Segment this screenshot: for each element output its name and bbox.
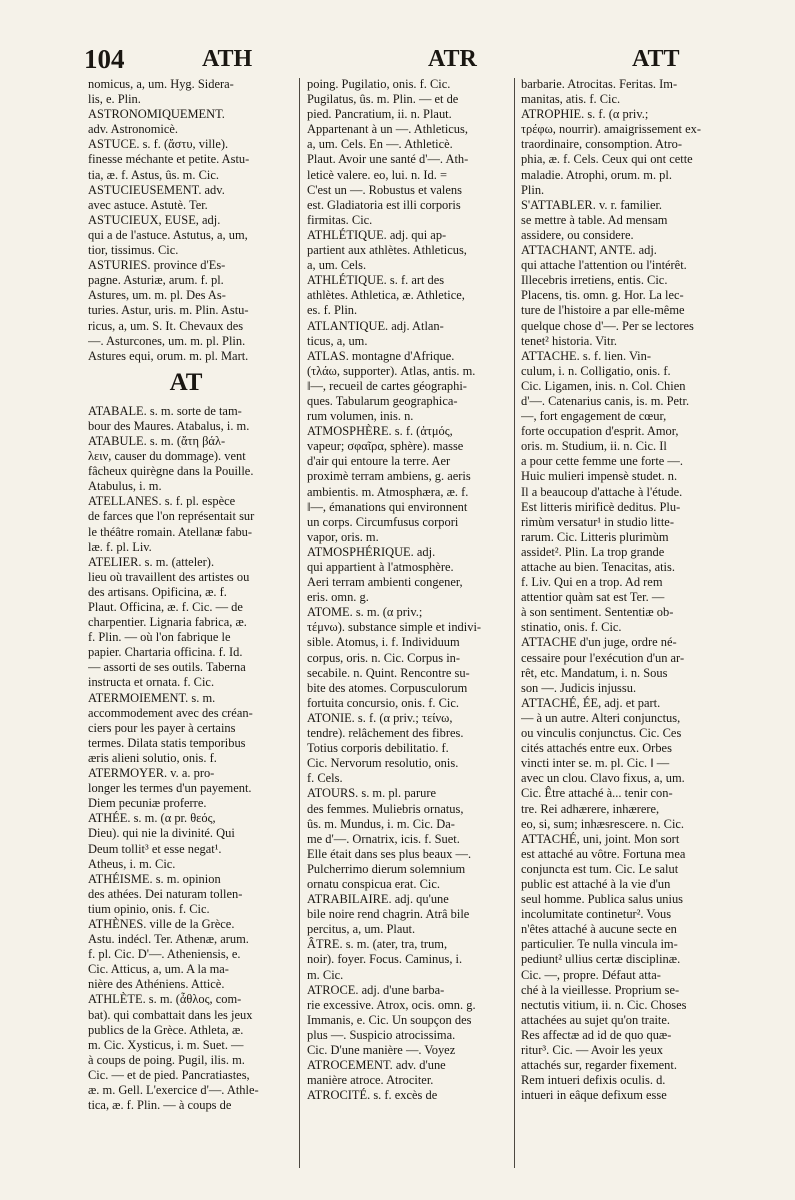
entry-line: ATROPHIE. s. f. (α priv.; — [521, 107, 649, 122]
entry-line: le théâtre romain. Atellanæ fabu- — [88, 524, 253, 539]
entry-line: m. Cic. — [307, 967, 344, 982]
entry-line: intueri in eâque defixum esse — [521, 1088, 667, 1103]
entry-line: Immanis, e. Cic. Un soupçon des — [307, 1012, 472, 1027]
entry-line: ché à la vieillesse. Proprium se- — [521, 982, 680, 997]
running-head-center: ATR — [428, 46, 477, 72]
entry-line: ‖—, émanations qui environnent — [307, 499, 468, 514]
entry-line: cessaire pour l'exécution d'un ar- — [521, 650, 685, 665]
page-number: 104 — [84, 44, 125, 74]
entry-line: ATTACHANT, ANTE. adj. — [521, 243, 657, 258]
entry-line: de farces que l'on représentait sur — [88, 509, 255, 524]
entry-line: bite des atomes. Corpusculorum — [307, 680, 468, 695]
entry-line: Pugilatus, ûs. m. Plin. — et de — [307, 92, 459, 107]
entry-line: corpus, oris. n. Cic. Corpus in- — [307, 650, 461, 665]
entry-line: ASTRONOMIQUEMENT. — [88, 107, 225, 122]
entry-line: f. Cels. — [307, 771, 343, 786]
entry-line: des athées. Dei naturam tollen- — [88, 886, 243, 901]
entry-line: ATHÈNES. ville de la Grèce. — [88, 916, 235, 931]
entry-line: tre. Rei adhærere, inhærere, — [521, 801, 660, 816]
entry-line: Cic. Ligamen, inis. n. Col. Chien — [521, 378, 686, 393]
entry-line: Deum tollit³ et esse negat¹. — [88, 841, 222, 856]
entry-line: ATERMOIEMENT. s. m. — [88, 690, 216, 705]
entry-line: ATTACHÉ, uni, joint. Mon sort — [521, 831, 680, 846]
entry-line: Appartenant à un —. Athleticus, — [307, 122, 468, 137]
entry-line: ASTUCE. s. f. (ἄστυ, ville). — [88, 137, 229, 152]
entry-line: f. Liv. Qui en a trop. Ad rem — [521, 575, 663, 590]
entry-line: Cic. Nervorum resolutio, onis. — [307, 756, 459, 771]
entry-line: Atabulus, i. m. — [88, 479, 162, 494]
entry-line: nière des Athéniens. Atticè. — [88, 977, 225, 992]
entry-line: ATTACHÉ, ÉE, adj. et part. — [521, 695, 661, 710]
entry-line: tendre). relâchement des fibres. — [307, 726, 464, 741]
entry-line: ATELIER. s. m. (atteler). — [88, 554, 215, 569]
entry-line: ASTUCIEUSEMENT. adv. — [88, 182, 225, 197]
entry-line: tia, æ. f. Astus, ûs. m. Cic. — [88, 167, 219, 182]
entry-line: tenet² historia. Vitr. — [521, 333, 618, 348]
entry-line: traordinaire, consomption. Atro- — [521, 137, 682, 152]
entry-line: des artisans. Opificina, æ. f. — [88, 584, 227, 599]
entry-line: ATHLÉTIQUE. adj. qui ap- — [307, 227, 447, 242]
entry-line: τρέφω, nourrir). amaigrissement ex- — [521, 122, 701, 137]
entry-line: phia, æ. f. Cels. Ceux qui ont cette — [521, 152, 693, 167]
entry-line: Pulcherrimo dierum solemnium — [307, 861, 466, 876]
entry-line: Rem intueri defixis oculis. d. — [521, 1073, 666, 1088]
entry-line: Cic. Atticus, a, um. A la ma- — [88, 962, 229, 977]
entry-line: ÂTRE. s. m. (ater, tra, trum, — [307, 937, 448, 952]
entry-line: ATHLÈTE. s. m. (ἆθλος, com- — [88, 992, 242, 1007]
entry-line: f. Plin. — où l'on fabrique le — [88, 630, 231, 645]
entry-line: Diem pecuniæ proferre. — [88, 796, 207, 811]
entry-line: qui attache l'attention ou l'intérêt. — [521, 258, 687, 273]
entry-line: attachées au sujet qu'on traite. — [521, 1012, 671, 1027]
column-rule — [299, 78, 300, 1168]
entry-line: bile noire rend chagrin. Atrâ bile — [307, 907, 470, 922]
entry-line: pied. Pancratium, ii. n. Plaut. — [307, 107, 452, 122]
entry-line: tica, æ. f. Plin. — à coups de — [88, 1098, 232, 1113]
entry-line: Totius corporis debilitatio. f. — [307, 741, 449, 756]
entry-line: Plin. — [521, 182, 545, 197]
entry-line: ticus, a, um. — [307, 333, 368, 348]
entry-line: ATROCE. adj. d'une barba- — [307, 982, 445, 997]
entry-line: ques. Tabularum geographica- — [307, 393, 458, 408]
entry-line: secabile. n. Quint. Rencontre su- — [307, 665, 470, 680]
entry-line: à coups de poing. Pugil, ilis. m. — [88, 1052, 245, 1067]
entry-line: lieu où travaillent des artistes ou — [88, 569, 250, 584]
entry-line: ATTACHE d'un juge, ordre né- — [521, 635, 677, 650]
entry-line: m. Cic. Xysticus, i. m. Suet. — — [88, 1037, 244, 1052]
entry-line: seul homme. Publica salus unius — [521, 892, 684, 907]
entry-line: æris alieni solutio, onis. f. — [88, 750, 217, 765]
entry-line: percitus, a, um. Plaut. — [307, 922, 416, 937]
entry-line: Plaut. Avoir une santé d'—. Ath- — [307, 152, 469, 167]
entry-line: ûs. m. Mundus, i. m. Cic. Da- — [307, 816, 455, 831]
entry-line: papier. Chartaria officina. f. Id. — [88, 645, 243, 660]
entry-line: Elle était dans ses plus beaux —. — [307, 846, 472, 861]
entry-line: ASTUCIEUX, EUSE, adj. — [88, 212, 221, 227]
entry-line: ‖—, recueil de cartes géographi- — [307, 378, 467, 393]
entry-line: manière atroce. Atrociter. — [307, 1073, 434, 1088]
entry-line: partient aux athlètes. Athleticus, — [307, 243, 467, 258]
entry-line: Res affectæ ad id de quo quæ- — [521, 1027, 672, 1042]
entry-line: ou vinculis conjunctus. Cic. Ces — [521, 726, 682, 741]
entry-line: stinatio, onis. f. Cic. — [521, 620, 622, 635]
entry-line: adv. Astronomicè. — [88, 122, 179, 137]
entry-line: bour des Maures. Atabalus, i. m. — [88, 418, 250, 433]
entry-line: nectutis vitium, ii. n. Cic. Choses — [521, 997, 687, 1012]
entry-line: termes. Dilata statis temporibus — [88, 735, 246, 750]
entry-line: instructa et ornata. f. Cic. — [88, 675, 215, 690]
entry-line: ATABALE. s. m. sorte de tam- — [88, 403, 242, 418]
entry-line: pediunt² ullius certæ disciplinæ. — [521, 952, 681, 967]
entry-line: se mettre à table. Ad mensam — [521, 212, 668, 227]
entry-line: avec un clou. Clavo fixus, a, um. — [521, 771, 685, 786]
entry-line: ATOURS. s. m. pl. parure — [307, 786, 436, 801]
entry-line: Dieu). qui nie la divinité. Qui — [88, 826, 235, 841]
entry-line: noir). foyer. Focus. Caminus, i. — [307, 952, 463, 967]
entry-line: fâcheux quirègne dans la Pouille. — [88, 464, 254, 479]
entry-line: conjuncta est tum. Cic. Le salut — [521, 861, 679, 876]
column-middle — [307, 77, 503, 1172]
entry-line: Cic. —, propre. Défaut atta- — [521, 967, 661, 982]
entry-line: ricus, a, um. S. It. Chevaux des — [88, 318, 244, 333]
entry-line: publics de la Grèce. Athleta, æ. — [88, 1022, 244, 1037]
entry-line: pagne. Asturiæ, arum. f. pl. — [88, 273, 224, 288]
entry-line: Aeri terram ambienti congener, — [307, 575, 463, 590]
entry-line: ornatu conspicua erat. Cic. — [307, 876, 440, 891]
entry-line: Illecebris irretiens, entis. Cic. — [521, 273, 668, 288]
entry-line: ciers pour les payer à certains — [88, 720, 236, 735]
entry-line: S'ATTABLER. v. r. familier. — [521, 197, 663, 212]
entry-line: Astures, um. m. pl. Des As- — [88, 288, 226, 303]
entry-line: Placens, tis. omn. g. Hor. La lec- — [521, 288, 684, 303]
entry-line: rarum. Cic. Litteris plurimùm — [521, 529, 669, 544]
entry-line: ritur³. Cic. — Avoir les yeux — [521, 1043, 664, 1057]
entry-line: ATRABILAIRE. adj. qu'une — [307, 892, 449, 907]
entry-line: cités attachés entre eux. Orbes — [521, 741, 672, 756]
entry-line: ATROCITÉ. s. f. excès de — [307, 1088, 438, 1103]
entry-line: vapor, oris. m. — [307, 529, 379, 544]
entry-line: manitas, atis. f. Cic. — [521, 92, 621, 107]
entry-line: à son sentiment. Sententiæ ob- — [521, 605, 674, 620]
entry-line: es. f. Plin. — [307, 303, 358, 318]
entry-line: firmitas. Cic. — [307, 212, 373, 227]
entry-line: eo, si, sum; inhæsrescere. n. Cic. — [521, 816, 685, 831]
entry-line: Plaut. Officina, æ. f. Cic. — de — [88, 600, 243, 614]
entry-line: barbarie. Atrocitas. Feritas. Im- — [521, 77, 678, 91]
entry-line: tium opinio, onis. f. Cic. — [88, 901, 210, 916]
entry-line: turies. Astur, uris. m. Plin. Astu- — [88, 303, 249, 318]
entry-line: qui appartient à l'atmosphère. — [307, 560, 454, 574]
section-heading: AT — [169, 368, 203, 396]
entry-line: ATMOSPHÉRIQUE. adj. — [307, 544, 436, 559]
entry-line: Cic. Être attaché à... tenir con- — [521, 786, 673, 801]
entry-line: plus —. Suspicio atrocissima. — [307, 1027, 456, 1042]
entry-line: son —. Judicis injussu. — [521, 680, 637, 695]
entry-line: proximè terram ambiens, g. aeris — [307, 469, 471, 484]
entry-line: d'air qui entoure la terre. Aer — [307, 454, 451, 469]
entry-line: attentior quàm sat est Ter. — — [521, 590, 665, 605]
entry-line: quelque chose d'—. Per se lectores — [521, 318, 694, 333]
entry-line: —. Asturcones, um. m. pl. Plin. — [88, 333, 246, 348]
entry-line: æ. m. Gell. L'exercice d'—. Athle- — [88, 1083, 259, 1097]
entry-line: a, um. Cels. En —. Athleticè. — [307, 137, 453, 152]
entry-line: particulier. Te nulla vincula im- — [521, 937, 678, 952]
entry-line: ture de l'histoire a par elle-même — [521, 303, 685, 318]
entry-line: eris. omn. g. — [307, 590, 369, 605]
entry-line: —, fort engagement de cœur, — [521, 409, 667, 424]
entry-line: ATHÉE. s. m. (α pr. θεός, — [88, 811, 216, 826]
entry-line: Est litteris mirificè deditus. Plu- — [521, 499, 681, 514]
entry-line: rie excessive. Atrox, ocis. omn. g. — [307, 997, 476, 1012]
entry-line: oris. m. Studium, ii. n. Cic. Il — [521, 439, 667, 454]
entry-line: assidet². Plin. La trop grande — [521, 544, 665, 559]
entry-line: avec astuce. Astutè. Ter. — [88, 197, 208, 212]
entry-line: ATONIE. s. f. (α priv.; τείνω, — [307, 710, 453, 725]
entry-line: qui a de l'astuce. Astutus, a, um, — [88, 227, 248, 242]
entry-line: (τλάω, supporter). Atlas, antis. m. — [307, 363, 476, 378]
entry-line: accommodement avec des créan- — [88, 705, 253, 720]
entry-line: athlètes. Athletica, æ. Athletice, — [307, 288, 465, 303]
entry-line: ATHÉISME. s. m. opinion — [88, 871, 221, 886]
entry-line: fortuita concursio, onis. f. Cic. — [307, 695, 459, 710]
entry-line: lis, e. Plin. — [88, 92, 141, 107]
entry-line: rimùm versatur¹ in studio litte- — [521, 514, 674, 529]
entry-line: attachés sur, regarder fixement. — [521, 1058, 677, 1073]
entry-line: ambientis. m. Atmosphæra, æ. f. — [307, 484, 469, 499]
entry-line: est attaché au vôtre. Fortuna mea — [521, 846, 686, 861]
column-left — [88, 77, 284, 1172]
entry-line: ATROCEMENT. adv. d'une — [307, 1058, 446, 1073]
entry-line: f. pl. Cic. D'—. Atheniensis, e. — [88, 947, 241, 962]
entry-line: assidere, ou considere. — [521, 227, 634, 242]
entry-line: Cic. D'une manière —. Voyez — [307, 1043, 456, 1057]
entry-line: — à un autre. Alteri conjunctus, — [521, 710, 681, 725]
entry-line: — assorti de ses outils. Taberna — [88, 660, 246, 675]
entry-line: leticè valere. eo, lui. n. Id. = — [307, 167, 447, 182]
entry-line: Astures equi, orum. m. pl. Mart. — [88, 348, 249, 363]
entry-line: bat). qui combattait dans les jeux — [88, 1007, 253, 1022]
entry-line: incolumitate continetur². Vous — [521, 907, 672, 922]
entry-line: Il a beaucoup d'attache à l'étude. — [521, 484, 683, 499]
entry-line: C'est un —. Robustus et valens — [307, 182, 462, 197]
entry-line: ATOME. s. m. (α priv.; — [307, 605, 423, 620]
column-right — [521, 77, 717, 1172]
column-rule — [514, 78, 515, 1168]
running-head-right: ATT — [632, 46, 680, 72]
entry-line: a pour cette femme une forte —. — [521, 454, 683, 469]
entry-line: maladie. Atrophi, orum. m. pl. — [521, 167, 672, 182]
entry-line: Cic. — et de pied. Pancratiastes, — [88, 1067, 250, 1082]
entry-line: tior, tissimus. Cic. — [88, 243, 179, 258]
running-head-left: ATH — [202, 46, 253, 72]
entry-line: Atheus, i. m. Cic. — [88, 856, 176, 871]
entry-line: est. Gladiatoria est illi corporis — [307, 197, 461, 212]
entry-line: ATERMOYER. v. a. pro- — [88, 766, 215, 781]
entry-line: a, um. Cels. — [307, 258, 367, 273]
entry-line: λειν, causer du dommage). vent — [88, 449, 246, 464]
entry-line: ATHLÉTIQUE. s. f. art des — [307, 273, 445, 288]
entry-line: me d'—. Ornatrix, icis. f. Suet. — [307, 831, 460, 846]
entry-line: nomicus, a, um. Hyg. Sidera- — [88, 77, 234, 91]
entry-line: finesse méchante et petite. Astu- — [88, 152, 250, 167]
entry-line: Huic mulieri impensè studet. n. — [521, 469, 678, 484]
entry-line: ATLAS. montagne d'Afrique. — [307, 348, 455, 363]
entry-line: n'êtes attaché à aucune secte en — [521, 922, 677, 937]
entry-line: forte occupation d'esprit. Amor, — [521, 424, 679, 439]
entry-line: sible. Atomus, i. f. Individuum — [307, 635, 460, 650]
entry-line: ATMOSPHÈRE. s. f. (ἀτμός, — [307, 424, 453, 439]
entry-line: longer les termes d'un payement. — [88, 781, 252, 796]
entry-line: culum, i. n. Colligatio, onis. f. — [521, 363, 671, 378]
entry-line: ATELLANES. s. f. pl. espèce — [88, 494, 236, 509]
entry-line: vincti inter se. m. pl. Cic. ‖ — — [521, 756, 670, 771]
entry-line: Astu. indécl. Ter. Athenæ, arum. — [88, 932, 249, 947]
entry-line: attache au bien. Tenacitas, atis. — [521, 560, 675, 574]
entry-line: læ. f. pl. Liv. — [88, 539, 152, 554]
entry-line: un corps. Circumfusus corpori — [307, 514, 459, 529]
entry-line: des femmes. Muliebris ornatus, — [307, 801, 464, 816]
entry-line: vapeur; σφαῖρα, sphère). masse — [307, 439, 464, 454]
entry-line: poing. Pugilatio, onis. f. Cic. — [307, 77, 451, 91]
entry-line: public est attaché à la vie d'un — [521, 876, 671, 891]
entry-line: rum volumen, inis. n. — [307, 409, 414, 424]
entry-line: ATABULE. s. m. (ἄτη βάλ- — [88, 433, 226, 448]
entry-line: ATLANTIQUE. adj. Atlan- — [307, 318, 444, 333]
entry-line: τέμνω). substance simple et indivi- — [307, 620, 482, 635]
entry-line: d'—. Catenarius canis, is. m. Petr. — [521, 393, 690, 408]
entry-line: ATTACHE. s. f. lien. Vin- — [521, 348, 651, 363]
entry-line: charpentier. Lignaria fabrica, æ. — [88, 615, 247, 630]
entry-line: ASTURIES. province d'Es- — [88, 258, 226, 273]
entry-line: rêt, etc. Mandatum, i. n. Sous — [521, 665, 668, 680]
